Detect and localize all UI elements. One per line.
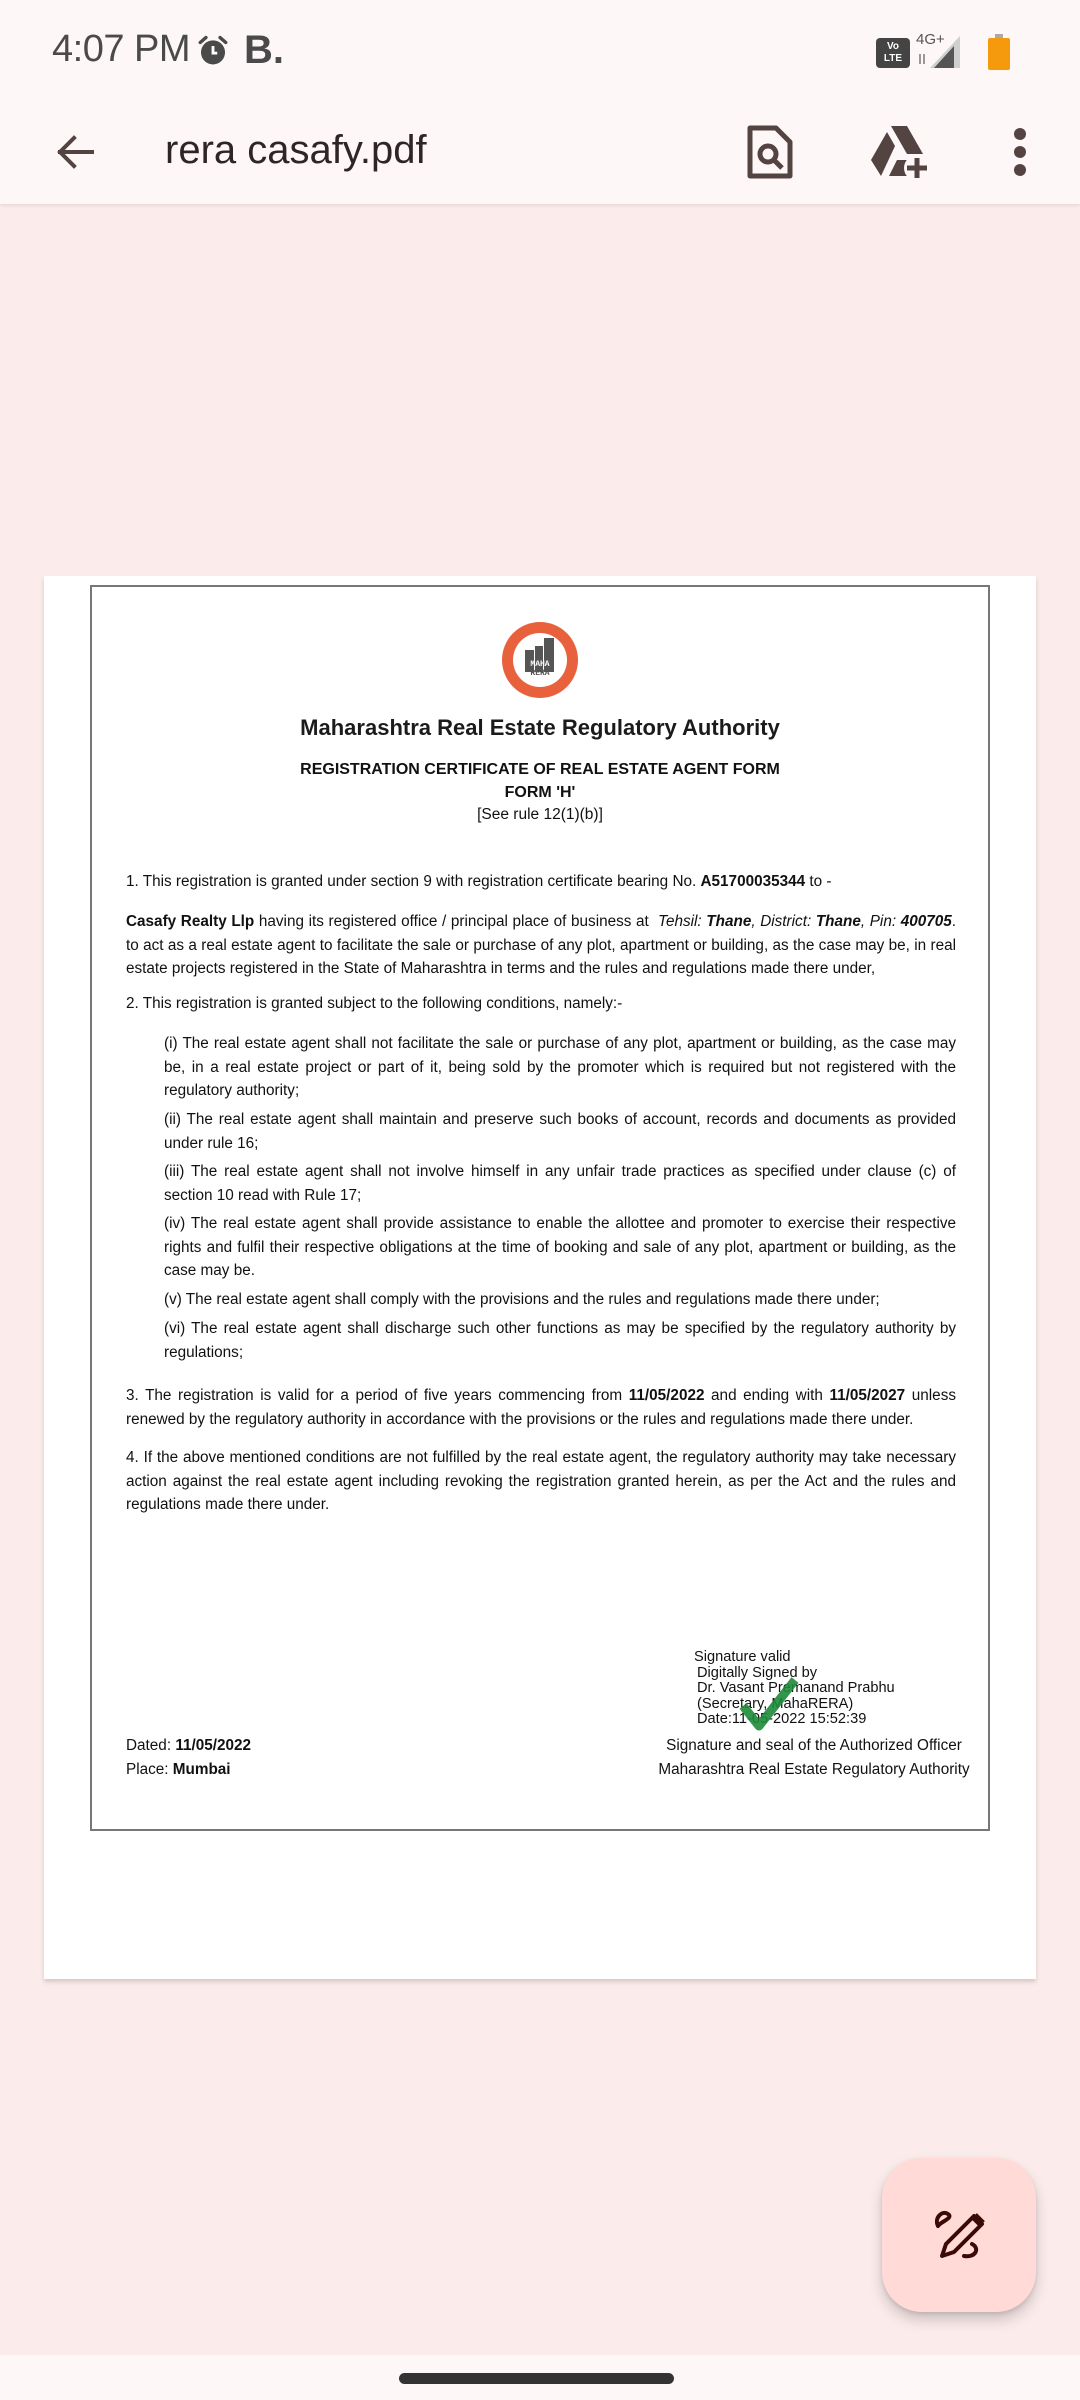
valid-from-date: 11/05/2022 <box>628 1387 705 1404</box>
para-4: 4. If the above mentioned conditions are not fulfilled by the real estate agent, the regulatory authority may take necessary action against the real estate agent including revoking the registration granted herein, as per the Act and the rules and regulations made there under. <box>126 1449 956 1513</box>
add-to-drive-button[interactable] <box>866 116 938 188</box>
para-1: 1. This registration is granted under section 9 with registration certificate bearing No. A51700035344 to - <box>126 873 832 890</box>
navigation-bar <box>0 2355 1080 2400</box>
b-notification-icon: B. <box>244 28 284 72</box>
more-options-button[interactable] <box>984 116 1056 188</box>
form-label: FORM 'H' <box>504 784 576 801</box>
drive-add-icon <box>871 124 933 180</box>
document-title: rera casafy.pdf <box>165 128 427 172</box>
doc-search-icon <box>746 124 794 180</box>
agent-details: Casafy Realty Llp having its registered office / principal place of business at Tehsil: Thane, District: Thane, Pin: 400705. to act as a real estate agent to facilitate the sale or purchase of any plot, apartment or building, as the case may be, in real estate projects registered in the State of Maharashtra in terms and the rules and regulations made there under, <box>126 913 956 977</box>
condition-4: (iv) The real estate agent shall provide assistance to enable the allottee and promoter to exercise their respective rights and fulfil their respective obligations at the time of booking and sale of any plot, apartment or building, as the case may be. <box>164 1215 956 1279</box>
svg-text:4G+: 4G+ <box>916 31 945 48</box>
condition-2: (ii) The real estate agent shall maintain and preserve such books of account, records and documents as provided under rule 16; <box>164 1111 956 1152</box>
para-2: 2. This registration is granted subject to the following conditions, namely:- <box>126 995 623 1012</box>
home-gesture-handle[interactable] <box>399 2373 674 2384</box>
arrow-back-icon <box>52 128 100 176</box>
svg-text:MAHA: MAHA <box>530 660 550 669</box>
status-time: 4:07 PM <box>52 28 191 70</box>
signature-valid-check-icon <box>739 1676 799 1732</box>
svg-text:RERA: RERA <box>530 669 550 678</box>
para-3-validity: 3. The registration is valid for a period of five years commencing from 11/05/2022 and ending with 11/05/2027 unless renewed by the regulatory authority in accordance with the provisions or the rules and regulations made there under. <box>126 1387 956 1428</box>
rule-reference: [See rule 12(1)(b)] <box>477 806 603 823</box>
certificate-title: REGISTRATION CERTIFICATE OF REAL ESTATE AGENT FORM <box>300 761 780 778</box>
condition-3: (iii) The real estate agent shall not involve himself in any unfair trade practices as specified under clause (c) of section 10 read with Rule 17; <box>164 1163 956 1204</box>
condition-5: (v) The real estate agent shall comply with the provisions and the rules and regulations made there under; <box>164 1291 880 1308</box>
dated-line: Dated: 11/05/2022 <box>126 1737 252 1754</box>
signature-authority: Maharashtra Real Estate Regulatory Authority <box>658 1761 970 1778</box>
condition-6: (vi) The real estate agent shall discharge such other functions as may be specified by the regulatory authority by regulations; <box>164 1320 956 1361</box>
battery-icon <box>988 34 1010 70</box>
signature-date: Date:11-05-2022 15:52:39 <box>697 1711 867 1727</box>
agent-name: Casafy Realty Llp <box>126 913 255 930</box>
signal-4g-icon <box>916 30 968 70</box>
find-in-document-button[interactable] <box>734 116 806 188</box>
valid-to-date: 11/05/2027 <box>829 1387 906 1404</box>
registration-number: A51700035344 <box>700 873 806 890</box>
signature-caption: Signature and seal of the Authorized Officer <box>666 1737 962 1754</box>
app-bar <box>0 100 1080 204</box>
annotate-button[interactable] <box>882 2158 1036 2312</box>
place-line: Place: Mumbai <box>126 1761 231 1778</box>
condition-1: (i) The real estate agent shall not facilitate the sale or purchase of any plot, apartment or building, as the case may be, in a real estate project or part of it, being sold by the promoter which is required but not registered with the regulatory authority; <box>164 1035 956 1099</box>
maharera-logo-icon <box>500 620 580 700</box>
alarm-icon <box>196 34 230 68</box>
pdf-page[interactable] <box>44 576 1036 1979</box>
digital-signature[interactable]: Signature valid Digitally Signed by Dr. Vasant Premanand Prabhu (Secretary, MahaRERA) Date:11-05-2022 15:52:39 <box>694 1650 954 1728</box>
back-button[interactable] <box>44 120 108 184</box>
status-bar <box>0 0 1080 100</box>
more-vert-icon <box>1012 127 1028 177</box>
signer-name: Dr. Vasant Premanand Prabhu <box>697 1680 895 1696</box>
authority-heading: Maharashtra Real Estate Regulatory Authority <box>300 715 780 740</box>
signature-status: Signature valid <box>694 1649 791 1665</box>
annotate-pen-icon <box>932 2208 986 2262</box>
volte-icon: Vo LTE <box>876 38 910 68</box>
